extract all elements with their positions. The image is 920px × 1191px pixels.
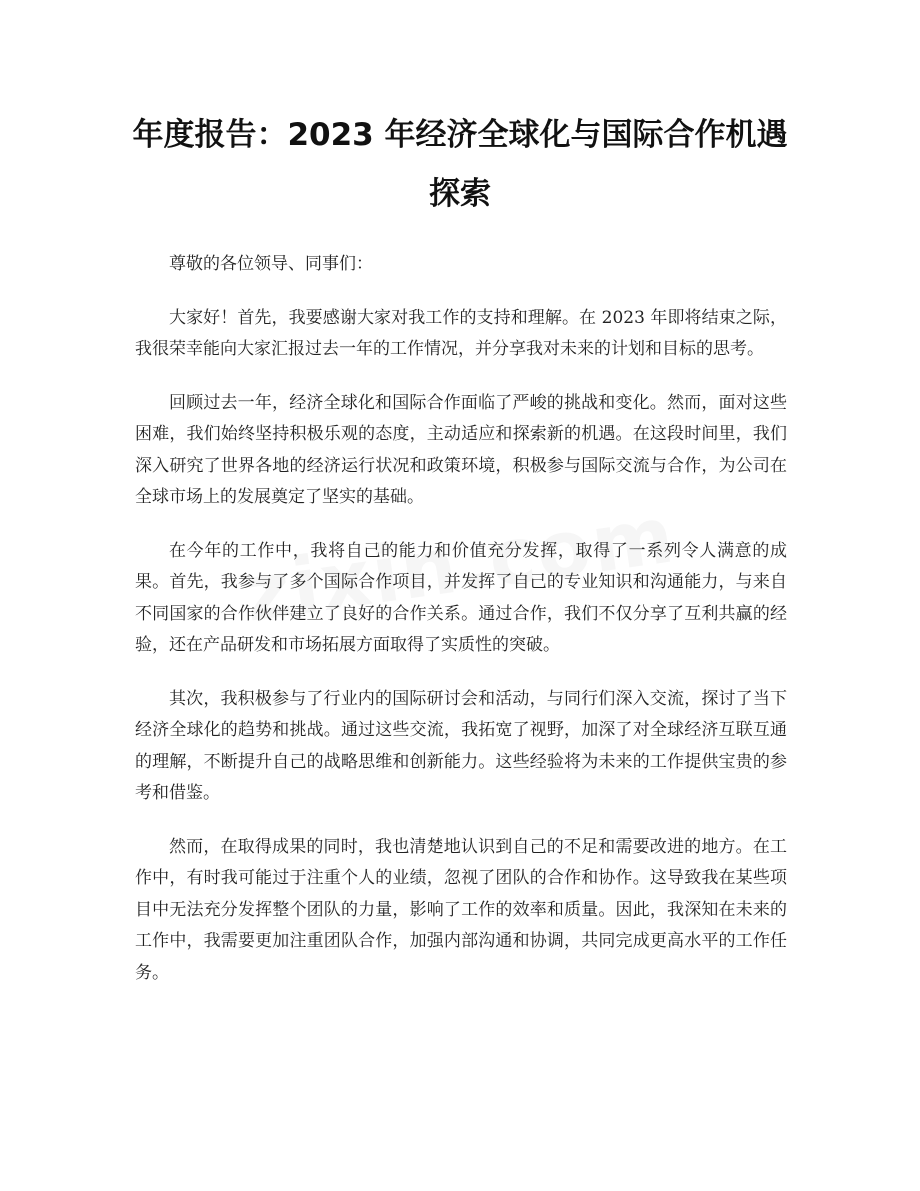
body-paragraph: 大家好！首先，我要感谢大家对我工作的支持和理解。在 2023 年即将结束之际，我很荣幸能向大家汇报过去一年的工作情况，并分享我对未来的计划和目标的思考。 bbox=[135, 307, 787, 359]
greeting-paragraph: 尊敬的各位领导、同事们： bbox=[169, 254, 373, 274]
body-paragraph: 回顾过去一年，经济全球化和国际合作面临了严峻的挑战和变化。然而，面对这些困难，我们始终坚持积极乐观的态度，主动适应和探索新的机遇。在这段时间里，我们深入研究了世界各地的经济运行状况和政策环境，积极参与国际交流与合作，为公司在全球市场上的发展奠定了坚实的基础。 bbox=[135, 392, 787, 507]
document-body bbox=[135, 249, 787, 1011]
body-paragraph: 其次，我积极参与了行业内的国际研讨会和活动，与同行们深入交流，探讨了当下经济全球化的趋势和挑战。通过这些交流，我拓宽了视野，加深了对全球经济互联互通的理解，不断提升自己的战略思维和创新能力。这些经验将为未来的工作提供宝贵的参考和借鉴。 bbox=[135, 688, 787, 803]
body-paragraph: 然而，在取得成果的同时，我也清楚地认识到自己的不足和需要改进的地方。在工作中，有时我可能过于注重个人的业绩，忽视了团队的合作和协作。这导致我在某些项目中无法充分发挥整个团队的力量，影响了工作的效率和质量。因此，我深知在未来的工作中，我需要更加注重团队合作，加强内部沟通和协调，共同完成更高水平的工作任务。 bbox=[135, 836, 787, 983]
document-title: 年度报告：2023 年经济全球化与国际合作机遇探索 bbox=[132, 117, 788, 212]
body-paragraph: 在今年的工作中，我将自己的能力和价值充分发挥，取得了一系列令人满意的成果。首先，我参与了多个国际合作项目，并发挥了自己的专业知识和沟通能力，与来自不同国家的合作伙伴建立了良好的合作关系。通过合作，我们不仅分享了互利共赢的经验，还在产品研发和市场拓展方面取得了实质性的突破。 bbox=[135, 540, 787, 655]
